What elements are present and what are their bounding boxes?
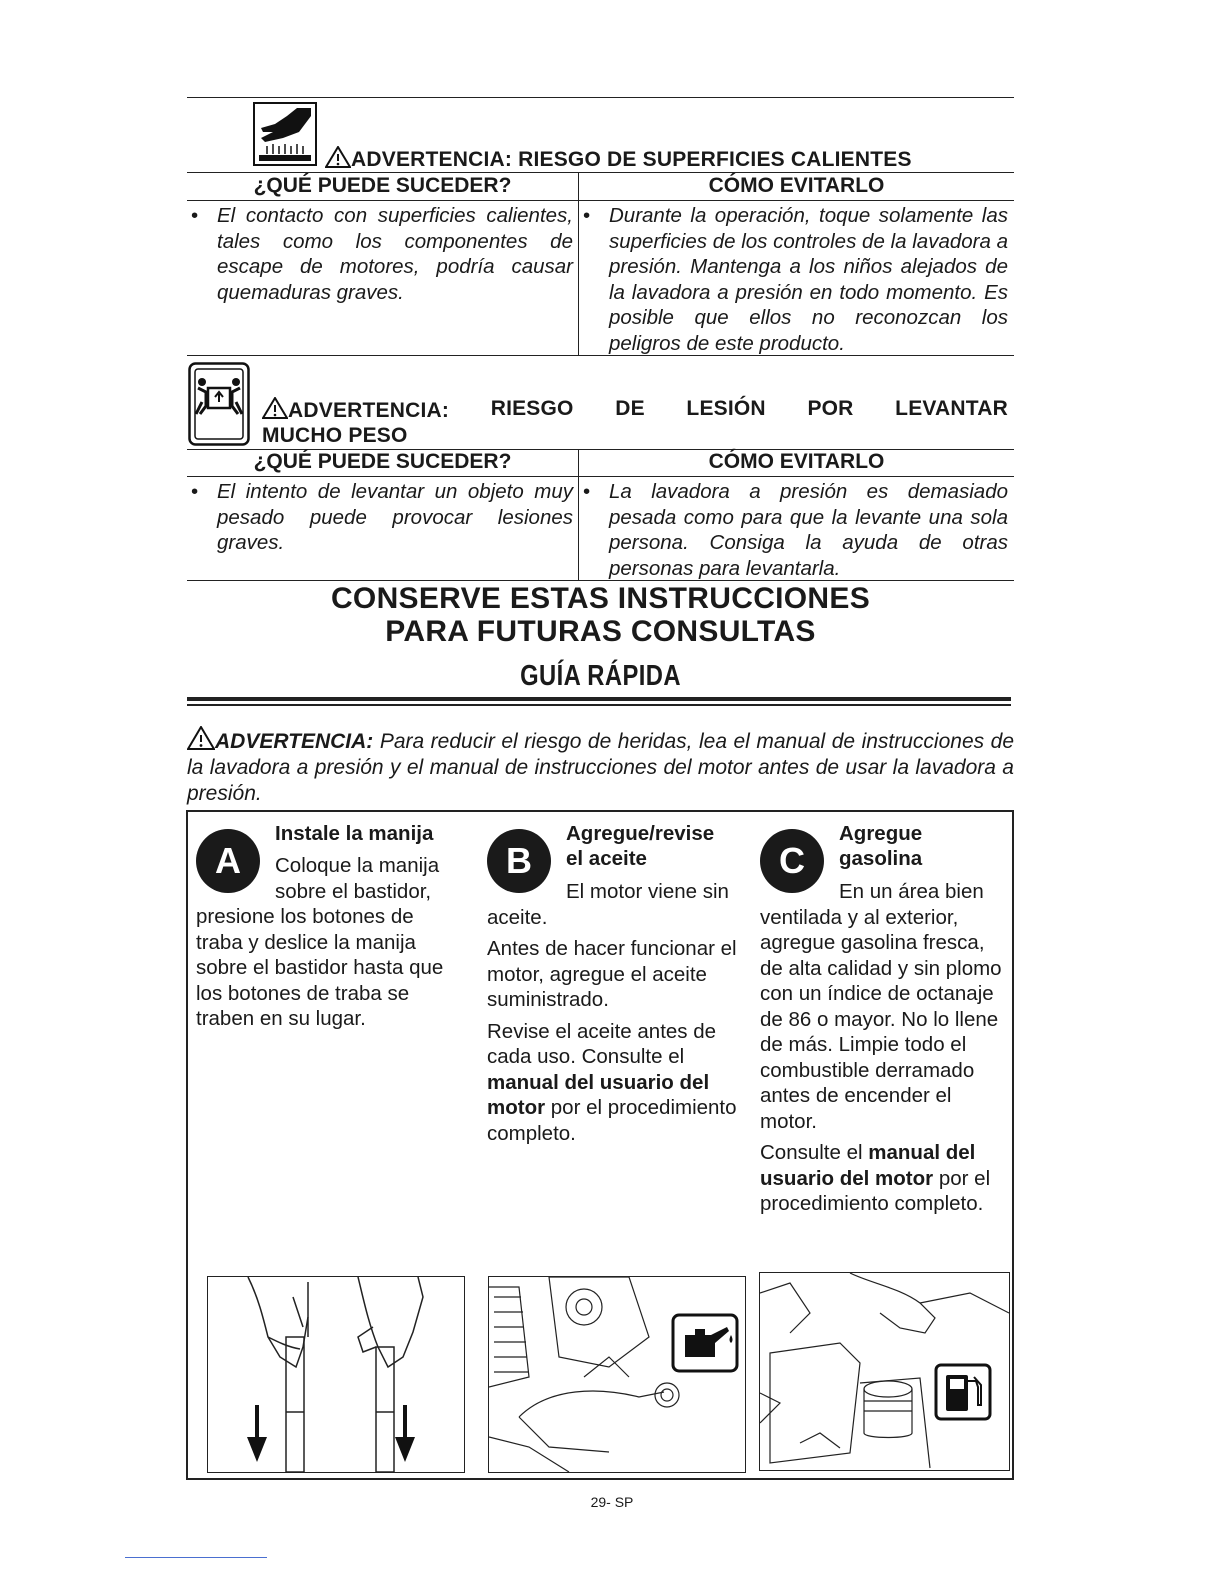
quick-guide-warning: ADVERTENCIA: Para reducir el riesgo de heridas, lea el manual de instrucciones de la lavadora a presión y el manual de instrucciones del motor antes de usar la lavadora a presión. xyxy=(187,726,1014,807)
hazard1-left-text: • El contacto con superficies calientes, tales como los componentes de escape de motores, podría causar quemaduras graves. xyxy=(191,204,573,304)
step-a-badge: A xyxy=(196,829,260,893)
warning-triangle-icon xyxy=(262,397,288,419)
step-c-badge: C xyxy=(760,829,824,893)
step-a-title: Instale la manija xyxy=(275,822,434,845)
step-c-text: En un área bien ventilada y al exterior, agregue gasolina fresca, de alta calidad y sin plomo con un índice de octanaje de 86 o mayor. No lo llene de más. Limpie todo el combustible derramado antes de encender el motor. Consulte el manual del usuario del motor por el procedimiento completo. xyxy=(760,880,1002,1215)
conserve-heading: CONSERVE ESTAS INSTRUCCIONES PARA FUTURAS CONSULTAS xyxy=(330,582,871,648)
handle-install-illustration xyxy=(207,1276,465,1473)
hot-surface-icon xyxy=(253,102,317,166)
hazard1-col-left: ¿QUÉ PUEDE SUCEDER? xyxy=(253,174,512,197)
footnote-rule xyxy=(125,1557,267,1558)
hazard1-col-right: CÓMO EVITARLO xyxy=(708,174,885,197)
heavy-lift-icon xyxy=(188,362,250,446)
hazard1-title: ADVERTENCIA: RIESGO DE SUPERFICIES CALIENTES xyxy=(325,146,912,172)
add-oil-illustration xyxy=(488,1276,746,1473)
quick-guide-title: GUÍA RÁPIDA xyxy=(520,660,681,692)
warning-triangle-icon xyxy=(187,726,215,750)
fuel-pump-icon xyxy=(936,1365,990,1419)
step-c-title: Agregue gasolina xyxy=(839,822,923,870)
warning-triangle-icon xyxy=(325,146,351,168)
hazard2-col-left: ¿QUÉ PUEDE SUCEDER? xyxy=(253,450,512,473)
hazard2-left-text: • El intento de levantar un objeto muy pesado puede provocar lesiones graves. xyxy=(191,480,573,554)
step-a-text: Coloque la manija sobre el bastidor, presione los botones de traba y deslice la manija sobre el bastidor hasta que los botones de traba se traben en su lugar. xyxy=(196,854,444,1030)
hazard2-title: ADVERTENCIA: RIESGO DE LESIÓN POR LEVANTAR MUCHO PESO xyxy=(262,397,1008,447)
page-number: 29- SP xyxy=(590,1494,634,1510)
add-gasoline-illustration xyxy=(759,1272,1010,1471)
hazard2-col-right: CÓMO EVITARLO xyxy=(708,450,885,473)
step-b-title: Agregue/revise el aceite xyxy=(566,822,715,870)
oil-can-icon xyxy=(673,1315,737,1371)
hazard2-right-text: • La lavadora a presión es demasiado pesada como para que la levante una sola persona. Consiga la ayuda de otras personas para levantarla. xyxy=(583,480,1008,580)
step-b-text: El motor viene sin aceite. Antes de hacer funcionar el motor, agregue el aceite suministrado. Revise el aceite antes de cada uso. Consulte el manual del usuario del motor por el procedimiento completo. xyxy=(487,880,737,1145)
hazard1-right-text: • Durante la operación, toque solamente las superficies de los controles de la lavadora a presión. Mantenga a los niños alejados de la lavadora a presión en todo momento. Es posible que ellos no reconozcan los peligros de este producto. xyxy=(583,204,1008,355)
step-b-badge: B xyxy=(487,829,551,893)
